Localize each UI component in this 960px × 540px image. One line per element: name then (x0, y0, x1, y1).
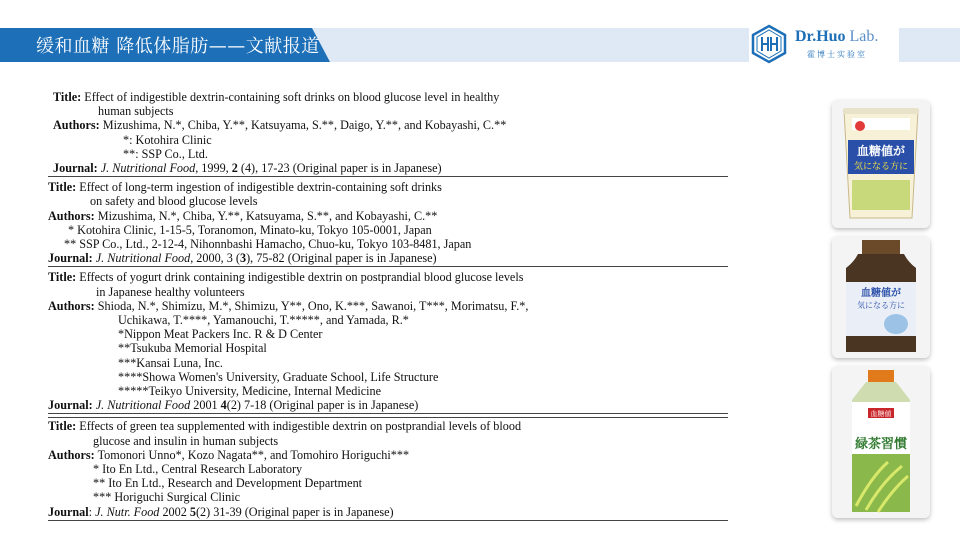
ref-title-line: on safety and blood glucose levels (90, 194, 258, 209)
ref-affiliation: Uchikawa, T.****, Yamanouchi, T.*****, and Yamada, R.* (118, 313, 409, 328)
logo-wordmark: Dr.Huo Lab. (795, 28, 879, 45)
product-photo-brown-bottle (832, 236, 930, 358)
yogurt-label-subtext: 気になる方に (853, 162, 909, 172)
ref-affiliation: *** Horiguchi Surgical Clinic (93, 490, 241, 505)
ref-journal-line: Journal: J. Nutritional Food, 1999, 2 (4), 17-23 (Original paper is in Japanese) (53, 161, 442, 176)
reference-list (48, 90, 728, 524)
bottle-label-subtext: 気になる方に (857, 301, 905, 310)
product-photo-yogurt-cup (832, 100, 930, 228)
ref-affiliation: ** Ito En Ltd., Research and Development Department (93, 476, 363, 491)
ref-affiliation: *Nippon Meat Packers Inc. R & D Center (118, 327, 323, 342)
green-tea-bottle-illustration (832, 366, 930, 518)
ref-title-line: human subjects (98, 104, 174, 119)
ref-title-line: Title: Effect of indigestible dextrin-containing soft drinks on blood glucose level in healthy (53, 90, 500, 104)
reference-entry (48, 417, 728, 520)
ref-journal-line: Journal: J. Nutritional Food, 2000, 3 (3), 75-82 (Original paper is in Japanese) (48, 251, 437, 266)
tea-label-text: 緑茶習慣 (854, 437, 908, 452)
ref-affiliation: **Tsukuba Memorial Hospital (118, 341, 267, 356)
ref-authors-line: Authors: Mizushima, N.*, Chiba, Y.**, Katsuyama, S.**, and Kobayashi, C.** (48, 208, 438, 223)
ref-authors-line: Authors: Shioda, N.*, Shimizu, M.*, Shimizu, Y**, Ono, K.***, Sawanoi, T***, Morimatsu, F.*, (48, 298, 529, 313)
page-title: 缓和血糖 降低体脂肪——文献报道 (36, 36, 320, 57)
ref-affiliation: ***Kansai Luna, Inc. (118, 355, 223, 370)
ref-authors-line: Authors: Mizushima, N.*, Chiba, Y.**, Katsuyama, S.**, Daigo, Y.**, and Kobayashi, C.** (53, 118, 507, 133)
bottle-label-text: 血糖値が (861, 288, 901, 299)
ref-affiliation: *: Kotohira Clinic (123, 132, 212, 147)
ref-title-line: Title: Effects of green tea supplemented with indigestible dextrin on postprandial levels of blood (48, 419, 522, 434)
logo-subtitle: 霍博士实验室 (807, 50, 867, 59)
hexagon-logo-icon (749, 24, 789, 64)
ref-affiliation: ****Showa Women's University, Graduate School, Life Structure (118, 369, 439, 384)
ref-journal-line: Journal: J. Nutritional Food 2001 4(2) 7-18 (Original paper is in Japanese) (48, 398, 419, 413)
ref-affiliation: *****Teikyo University, Medicine, Internal Medicine (118, 384, 382, 399)
brown-bottle-illustration (832, 236, 930, 358)
ref-title-line: Title: Effect of long-term ingestion of indigestible dextrin-containing soft drinks (48, 180, 442, 195)
ref-affiliation: ** SSP Co., Ltd., 2-12-4, Nihonnbashi Hamacho, Chuo-ku, Tokyo 103-8481, Japan (64, 237, 472, 252)
ref-journal-line: Journal: J. Nutr. Food 2002 5(2) 31-39 (Original paper is in Japanese) (48, 504, 394, 519)
ref-affiliation: **: SSP Co., Ltd. (123, 146, 208, 161)
yogurt-cup-illustration (832, 100, 930, 228)
ref-title-line: glucose and insulin in human subjects (93, 433, 279, 448)
ref-affiliation: * Kotohira Clinic, 1-15-5, Toranomon, Minato-ku, Tokyo 105-0001, Japan (68, 222, 432, 237)
product-photo-green-tea (832, 366, 930, 518)
ref-affiliation: * Ito En Ltd., Central Research Laboratory (93, 462, 303, 477)
reference-entry (48, 90, 728, 177)
yogurt-label-text: 血糖値が (856, 144, 906, 158)
reference-entry (48, 180, 728, 267)
ref-title-line: Title: Effects of yogurt drink containing indigestible dextrin on postprandial blood glucose levels (48, 270, 524, 285)
drhuo-logo (749, 24, 899, 66)
reference-entry (48, 270, 728, 414)
ref-authors-line: Authors: Tomonori Unno*, Kozo Nagata**, and Tomohiro Horiguchi*** (48, 447, 410, 462)
ref-title-line: in Japanese healthy volunteers (96, 284, 245, 299)
tea-label-badge: 血糖値 (870, 410, 892, 418)
